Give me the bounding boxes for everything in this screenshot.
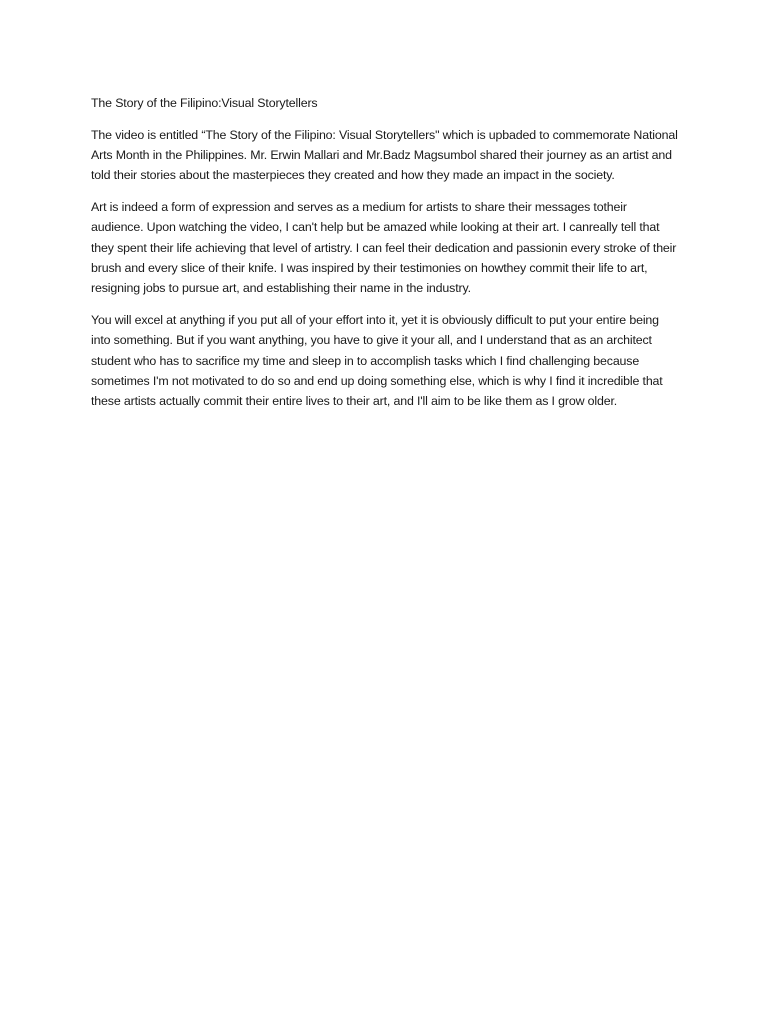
document-title: The Story of the Filipino:Visual Storytellers bbox=[91, 96, 318, 110]
paragraph-art-expression: Art is indeed a form of expression and serves as a medium for artists to share their messages totheir audience. Upon watching the video, I can't help but be amazed while looking at their art. I canreally tell that they spent their life achieving that level of artistry. I can feel their dedication and passionin every stroke of their brush and every slice of their knife. I was inspired by their testimonies on howthey commit their life to art, resigning jobs to pursue art, and establishing their name in the industry. bbox=[91, 200, 677, 296]
document-body bbox=[91, 93, 681, 423]
paragraph-effort: You will excel at anything if you put all of your effort into it, yet it is obviously difficult to put your entire being into something. But if you want anything, you have to give it your all, and I understand that as an architect student who has to sacrifice my time and sleep in to accomplish tasks which I find challenging because sometimes I'm not motivated to do so and end up doing something else, which is why I find it incredible that these artists actually commit their entire lives to their art, and I'll aim to be like them as I grow older. bbox=[91, 313, 663, 409]
paragraph-intro: The video is entitled “The Story of the Filipino: Visual Storytellers" which is upbaded to commemorate National Arts Month in the Philippines. Mr. Erwin Mallari and Mr.Badz Magsumbol shared their journey as an artist and told their stories about the masterpieces they created and how they made an impact in the society. bbox=[91, 127, 678, 183]
